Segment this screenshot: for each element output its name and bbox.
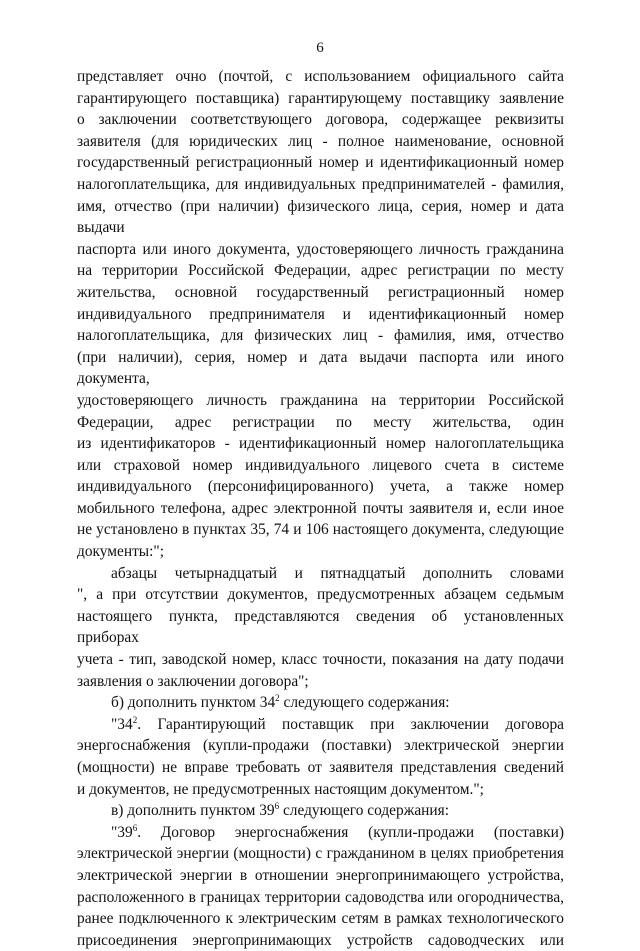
line-text: электрической энергии (мощности) с гражданином в целях приобретения [77,845,564,863]
paragraph [77,714,564,800]
text-line [77,865,564,887]
line-text: о заключении соответствующего договора, содержащее реквизиты [77,111,564,129]
line-text: электрической энергии в отношении энергопринимающего устройства, [77,866,564,884]
line-text: (мощности) не вправе требовать от заявителя представления сведений [77,759,564,776]
line-text: заявителя (для юридических лиц - полное наименование, основной [77,132,564,150]
paragraph [77,822,564,951]
text-line [77,649,564,671]
text-line [77,282,564,304]
line-text: заявления о заключении договора"; [77,672,309,690]
line-text: мобильного телефона, адрес электронной почты заявителя и, если иное [77,499,564,517]
text-line [77,455,564,477]
text-line [77,498,564,520]
line-text-continued: следующего содержания: [279,802,449,820]
line-text: (при наличии), серия, номер и дата выдачи паспорта или иного документа, [77,348,564,388]
text-line [77,563,564,585]
line-text: настоящего пункта, представляются сведения об установленных приборах [77,607,564,647]
text-line [77,260,564,282]
text-line [77,66,564,88]
paragraph [77,66,564,563]
text-line [77,757,564,779]
text-line [77,304,564,326]
superscript-index: 2 [275,693,280,704]
text-line [77,822,564,844]
line-text: удостоверяющего личность гражданина на территории Российской [77,391,564,409]
text-line [77,908,564,930]
text-line [77,347,564,390]
text-line [77,671,564,693]
line-text: и документов, не предусмотренных настоящим документом."; [77,780,484,798]
line-text: представляет очно (почтой, с использованием официального сайта [77,68,564,85]
text-line [77,541,564,563]
line-text: или страховой номер индивидуального лицевого счета в системе [77,456,564,474]
line-text: ", а при отсутствии документов, предусмотренных абзацем седьмым [77,586,564,604]
line-text: жительства, основной государственный регистрационный номер [77,283,564,301]
text-line [77,196,564,239]
text-line [77,584,564,606]
text-line [77,714,564,736]
line-text: имя, отчество (при наличии) физического лица, серия, номер и дата выдачи [77,197,564,237]
line-text: индивидуального (персонифицированного) учета, а также номер [77,478,564,496]
text-line [77,174,564,196]
text-line [77,88,564,110]
line-text: присоединения энергопринимающих устройств садоводческих или [77,931,564,949]
superscript-index: 6 [274,801,280,812]
text-line [77,800,564,822]
line-text: на территории Российской Федерации, адрес регистрации по месту [77,262,564,280]
line-text: индивидуального предпринимателя и идентификационный номер [77,305,564,323]
text-line [77,735,564,757]
line-text: абзацы четырнадцатый и пятнадцатый дополнить словами [111,564,564,582]
paragraph [77,692,564,714]
line-text: гарантирующего поставщика) гарантирующему поставщику заявление [77,89,564,107]
text-line [77,519,564,541]
line-text: налогоплательщика, для индивидуальных предпринимателей - фамилия, [77,175,564,193]
line-text: государственный регистрационный номер и идентификационный номер [77,154,564,172]
text-line [77,433,564,455]
line-text-continued: . Договор энергоснабжения (купли-продажи (поставки) [137,823,564,841]
text-line [77,390,564,412]
line-text: налогоплательщика, для физических лиц - фамилия, имя, отчество [77,327,564,345]
superscript-index: 6 [132,822,138,833]
text-line [77,131,564,153]
line-text: учета - тип, заводской номер, класс точности, показания на дату подачи [77,651,564,669]
line-text: паспорта или иного документа, удостоверяющего личность гражданина [77,240,564,258]
text-line [77,152,564,174]
text-line [77,239,564,261]
text-line [77,476,564,498]
line-text: энергоснабжения (купли-продажи (поставки) электрической энергии [77,737,564,755]
line-text: б) дополнить пунктом 34 [111,694,276,712]
line-text: Федерации, адрес регистрации по месту жительства, один [77,413,564,431]
paragraph [77,563,564,693]
text-line [77,109,564,131]
text-line [77,692,564,714]
superscript-index: 2 [132,714,138,725]
line-text: расположенного в границах территории садоводства или огородничества, [77,888,564,906]
line-text: ранее подключенного к электрическим сетям в рамках технологического [77,910,564,928]
line-text: документы:"; [77,543,164,561]
line-text: "34 [111,715,133,733]
line-text-continued: . Гарантирующий поставщик при заключении договора [137,715,564,733]
line-text-continued: следующего содержания: [279,694,450,712]
text-line [77,412,564,434]
text-line [77,843,564,865]
text-line [77,325,564,347]
line-text: не установлено в пунктах 35, 74 и 106 настоящего документа, следующие [77,521,564,539]
line-text: "39 [111,823,133,841]
document-body [77,66,564,951]
text-line [77,606,564,649]
text-line [77,930,564,951]
page-number: 6 [316,40,324,56]
line-text: в) дополнить пунктом 39 [111,802,275,820]
paragraph [77,800,564,822]
text-line [77,779,564,801]
line-text: из идентификаторов - идентификационный номер налогоплательщика [77,435,564,453]
